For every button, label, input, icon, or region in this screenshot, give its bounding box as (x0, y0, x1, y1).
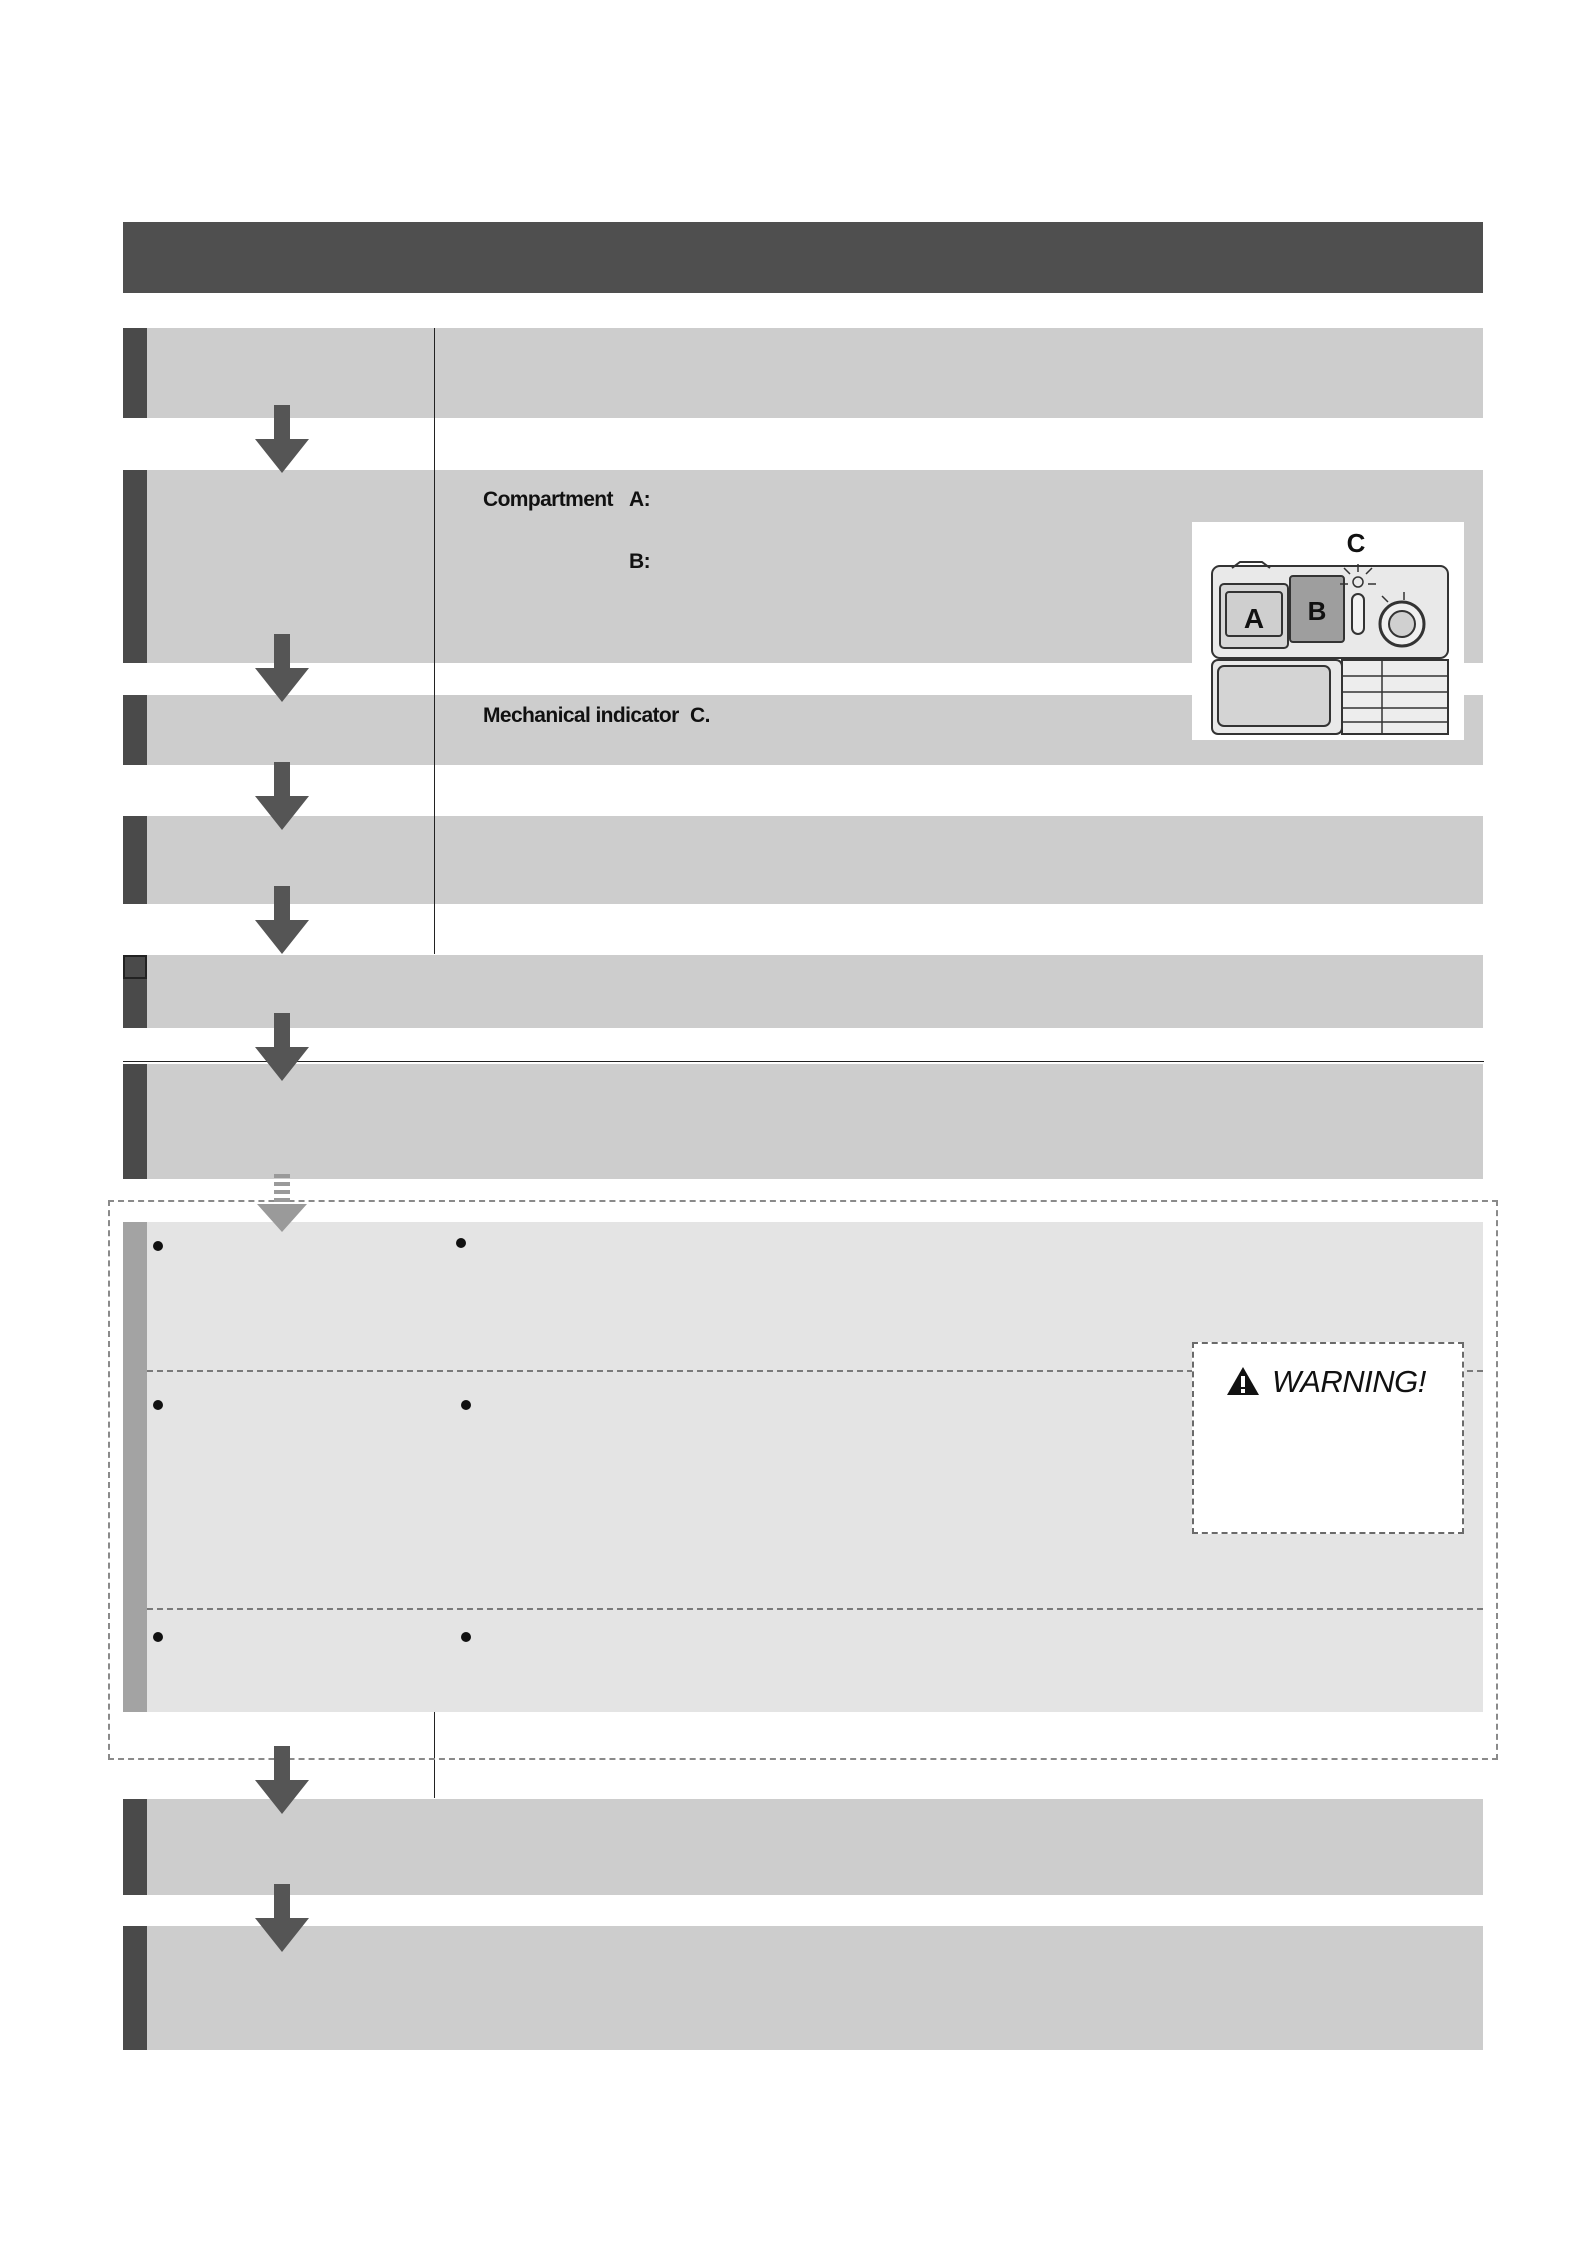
indicator-c-label: C. (690, 704, 710, 727)
warning-triangle-icon (1226, 1366, 1260, 1396)
bullet (153, 1241, 163, 1251)
figure-label-b: B (1307, 596, 1327, 626)
step-marker (123, 470, 147, 663)
tips-marker (123, 1222, 147, 1712)
warning-box (1192, 1342, 1464, 1534)
step-band-6 (123, 1064, 1483, 1179)
rule-line (123, 1061, 1484, 1062)
bullet (153, 1632, 163, 1642)
figure-label-c: C (1346, 528, 1366, 558)
down-arrow-icon (255, 1884, 309, 1952)
down-arrow-icon (255, 405, 309, 473)
step-marker (123, 328, 147, 418)
column-divider (434, 328, 435, 954)
down-arrow-icon (255, 762, 309, 830)
dispenser-figure (1192, 522, 1464, 740)
tips-separator (147, 1608, 1483, 1610)
indicator-label: Mechanical indicator (483, 704, 679, 727)
dashed-down-arrow-icon (255, 1170, 309, 1238)
step-band-7 (123, 1799, 1483, 1895)
step-marker (123, 1799, 147, 1895)
warning-title: WARNING! (1272, 1364, 1426, 1399)
step-band-5 (123, 955, 1483, 1028)
step-band-8 (123, 1926, 1483, 2050)
step-band-1 (123, 328, 1483, 418)
step-marker (123, 816, 147, 904)
step-marker (123, 695, 147, 765)
bullet (456, 1238, 466, 1248)
compartment-a-label: A: (629, 488, 650, 511)
step-marker-box (123, 955, 147, 979)
bullet (153, 1400, 163, 1410)
down-arrow-icon (255, 1746, 309, 1814)
figure-label-a: A (1243, 603, 1265, 634)
step-marker (123, 1926, 147, 2050)
bullet (461, 1400, 471, 1410)
down-arrow-icon (255, 1013, 309, 1081)
step-band-4 (123, 816, 1483, 904)
bullet (461, 1632, 471, 1642)
step-marker (123, 1064, 147, 1179)
compartment-label: Compartment (483, 488, 613, 511)
compartment-b-label: B: (629, 550, 650, 573)
section-header-bar (123, 222, 1483, 293)
down-arrow-icon (255, 886, 309, 954)
down-arrow-icon (255, 634, 309, 702)
